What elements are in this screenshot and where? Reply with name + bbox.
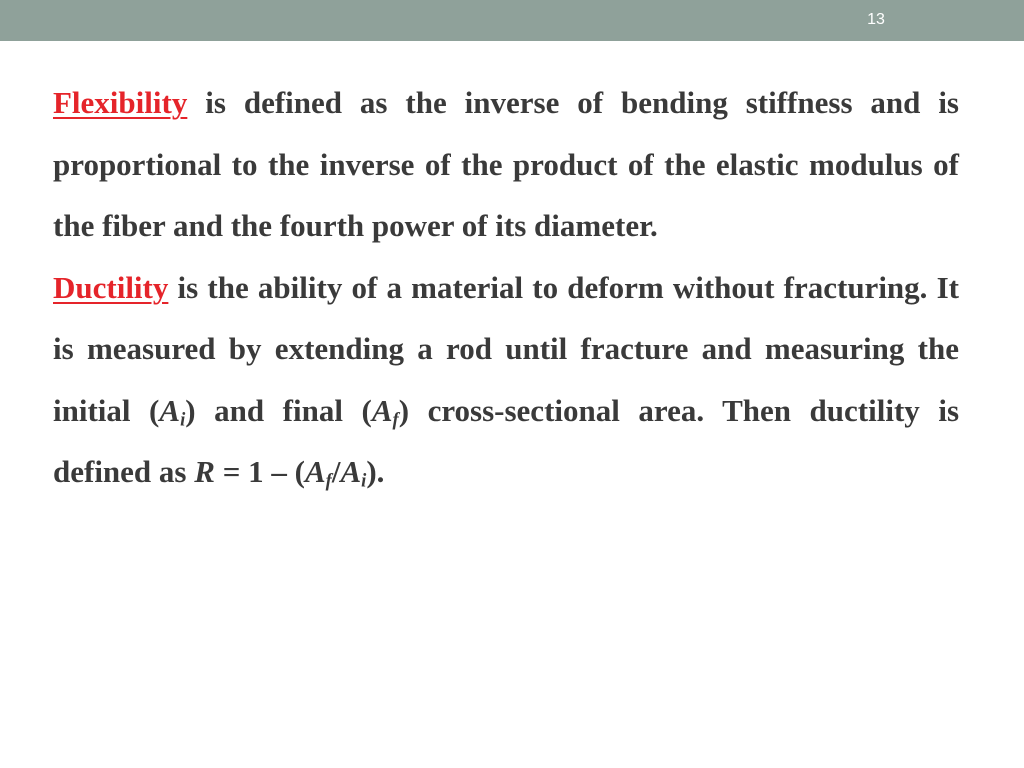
var-A: A <box>304 454 326 489</box>
flexibility-term: Flexibility <box>53 85 188 120</box>
page-number: 13 <box>867 11 885 28</box>
var-A-final-eq <box>304 454 332 492</box>
equation-slash: / <box>331 454 341 489</box>
slide-body <box>53 72 959 503</box>
var-A-initial-eq <box>340 454 367 492</box>
var-A: A <box>340 454 362 489</box>
sub-i: i <box>180 409 186 431</box>
ductility-paragraph <box>53 257 959 503</box>
ductility-term: Ductility <box>53 269 169 305</box>
flexibility-paragraph <box>53 72 959 257</box>
var-R: R <box>194 454 215 489</box>
flexibility-definition: is defined as the inverse of bending stiffness and is proportional to the inverse of the product of the elastic modulus of the fiber and the fourth power of its diameter. <box>53 85 959 243</box>
ductility-definition-part1: is the ability of a material to deform without fracturing. It is measured by extending a rod until fracture and measuring the initial ( <box>53 269 959 428</box>
ductility-definition-part2: ) and final ( <box>185 392 372 428</box>
var-A: A <box>159 392 181 428</box>
equation-equals: = 1 – ( <box>214 454 305 489</box>
var-A-final <box>371 392 399 431</box>
sub-f: f <box>392 409 399 431</box>
sub-f: f <box>325 470 332 492</box>
equation-close: ). <box>366 454 385 489</box>
slide-header-bar <box>0 0 1024 41</box>
var-A: A <box>371 392 393 428</box>
ductility-definition-part3: ) cross-sectional area. Then ductility is defined as <box>53 392 960 489</box>
sub-i: i <box>361 470 367 492</box>
var-A-initial <box>159 392 186 431</box>
